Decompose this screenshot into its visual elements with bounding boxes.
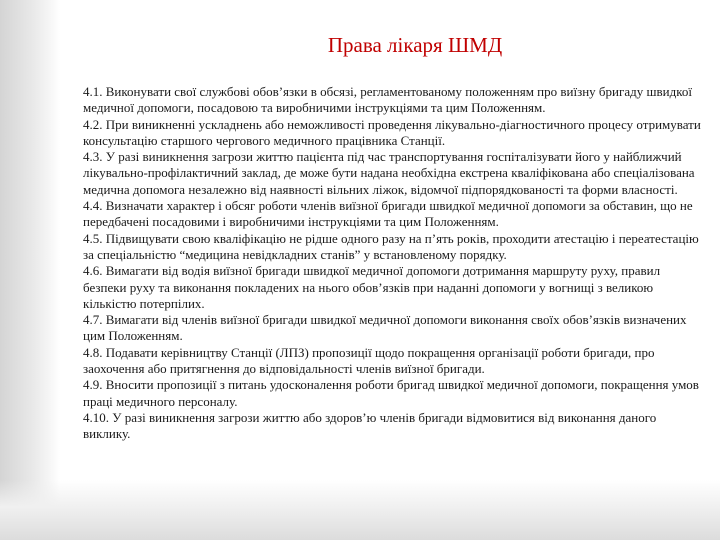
rights-item: 4.8. Подавати керівництву Станції (ЛПЗ) пропозиції щодо покращення організації роботи бригади, про заохочення або притягнення до відповідальності членів виїзної бригади. <box>83 344 655 377</box>
rights-item: 4.10. У разі виникнення загрози життю або здоров’ю членів бригади відмовитися від виконання даного виклику. <box>83 409 657 442</box>
left-edge-shadow <box>0 0 60 540</box>
rights-item: 4.3. У разі виникнення загрози життю пацієнта під час транспортування госпіталізувати його у найближчий лікувально-профілактичний заклад, де може бути надана необхідна екстрена кваліфікована або спеціалізована медична допомога незалежно від наявності вільних ліжок, відомчої підпорядкованості та форми власності. <box>83 149 695 197</box>
rights-item: 4.7. Вимагати від членів виїзної бригади швидкої медичної допомоги виконання своїх обов’язків визначених цим Положенням. <box>83 312 687 344</box>
rights-item: 4.9. Вносити пропозиції з питань удосконалення роботи бригад швидкої медичної допомоги, покращення умов праці медичного персоналу. <box>83 377 699 409</box>
bottom-edge-shadow <box>0 480 720 540</box>
rights-item: 4.4. Визначати характер і обсяг роботи членів виїзної бригади швидкої медичної допомоги за обставин, що не передбачені посадовими і виробничими інструкціями та цим Положенням. <box>83 198 693 230</box>
rights-item: 4.2. При виникненні ускладнень або неможливості проведення лікувально-діагностичного процесу отримувати консультацію старшого чергового медичного працівника Станції. <box>83 116 701 148</box>
page-title: Права лікаря ШМД <box>327 33 503 57</box>
rights-list <box>83 84 705 443</box>
rights-item: 4.5. Підвищувати свою кваліфікацію не рідше одного разу на п’ять років, проходити атестацію і переатестацію за спеціальністю “медицина невідкладних станів” у встановленому порядку. <box>83 230 699 262</box>
rights-item: 4.6. Вимагати від водія виїзної бригади швидкої медичної допомоги дотримання маршруту руху, правил безпеки руху та виконання покладених на нього обов’язків при наданні допомоги у вогнищі з великою кількістю потерпілих. <box>83 263 661 311</box>
rights-item: 4.1. Виконувати свої службові обов’язки в обсязі, регламентованому положенням про виїзну бригаду швидкої медичної допомоги, посадовою та виробничими інструкціями та цим Положенням. <box>83 84 692 116</box>
